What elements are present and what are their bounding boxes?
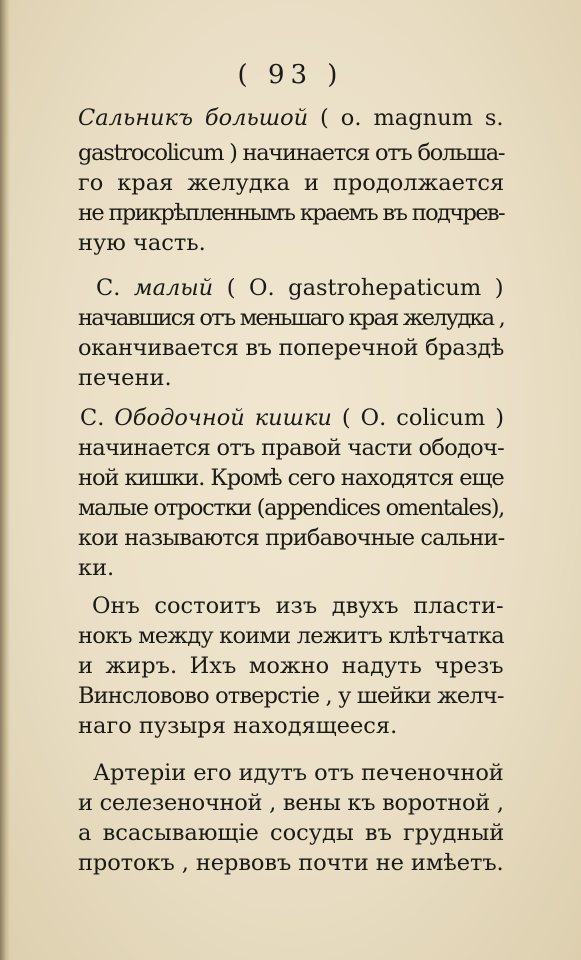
- text-line: [78, 711, 397, 741]
- text-segment: ( о. magnum s.: [308, 105, 504, 131]
- text-line: [93, 758, 504, 788]
- text-segment: Онъ состоитъ изъ двухъ пласти-: [92, 593, 504, 619]
- text-segment: начинается отъ правой части ободоч-: [78, 435, 505, 461]
- text-line: [80, 403, 504, 433]
- text-segment: оканчивается въ поперечной браздѣ: [78, 335, 505, 361]
- text-segment: ( О. gastrohepaticum ): [213, 275, 504, 301]
- text-segment: Винсловово отверстіе , у шейки желч-: [78, 683, 504, 709]
- text-segment: С.: [96, 275, 134, 301]
- page-binding-shadow: [0, 0, 10, 960]
- text-line: [78, 103, 504, 133]
- text-line: [78, 433, 504, 463]
- text-segment: начавшися отъ меньшаго края желудка ,: [78, 305, 504, 331]
- text-segment: С.: [80, 405, 115, 431]
- italic-term: Ободочной кишки: [114, 405, 332, 431]
- text-segment: Артеріи его идутъ отъ печеночной: [93, 760, 504, 786]
- text-line: [78, 788, 504, 818]
- text-line: [78, 553, 114, 583]
- text-line: [78, 303, 504, 333]
- text-segment: наго пузыря находящееся.: [78, 713, 398, 739]
- text-segment: малые отростки (appendices omentales),: [78, 495, 504, 521]
- text-segment: печени.: [78, 365, 172, 391]
- text-segment: ной кишки. Кромѣ сего находятся еще: [78, 465, 504, 491]
- text-segment: ную часть.: [78, 230, 206, 256]
- text-line: [96, 273, 504, 303]
- italic-term: малый: [133, 275, 214, 301]
- italic-term: Сальникъ большой: [78, 105, 309, 131]
- text-segment: нокъ между коими лежитъ клѣтчатка: [78, 623, 504, 649]
- text-line: [78, 493, 504, 523]
- text-line: [78, 138, 504, 168]
- text-segment: ки.: [78, 555, 115, 581]
- text-line: [78, 651, 504, 681]
- text-line: [78, 621, 504, 651]
- text-segment: кои называются прибавочные сальни-: [78, 525, 505, 551]
- text-segment: и селезеночной , вены къ воротной ,: [78, 790, 504, 816]
- text-segment: и жиръ. Ихъ можно надуть чрезъ: [78, 653, 504, 679]
- text-line: [78, 333, 504, 363]
- text-line: [78, 523, 504, 553]
- text-segment: gastrocolicum ) начинается отъ больша-: [78, 140, 505, 166]
- text-line: [78, 228, 206, 258]
- text-line: [78, 463, 504, 493]
- text-line: [78, 848, 504, 878]
- text-line: [78, 818, 504, 848]
- text-line: [78, 363, 172, 393]
- text-segment: го края желудка и продолжается: [78, 170, 505, 196]
- text-line: [78, 198, 504, 228]
- text-segment: не прикрѣпленнымъ краемъ въ подчрев-: [78, 200, 504, 226]
- text-line: [78, 168, 504, 198]
- page-number: ( 93 ): [237, 60, 344, 90]
- text-segment: протокъ , нервовъ почти не имѣетъ.: [78, 850, 504, 876]
- text-line: [78, 681, 504, 711]
- text-line: [92, 591, 504, 621]
- text-segment: ( О. colicum ): [331, 405, 504, 431]
- text-segment: а всасывающіе сосуды въ грудный: [78, 820, 505, 846]
